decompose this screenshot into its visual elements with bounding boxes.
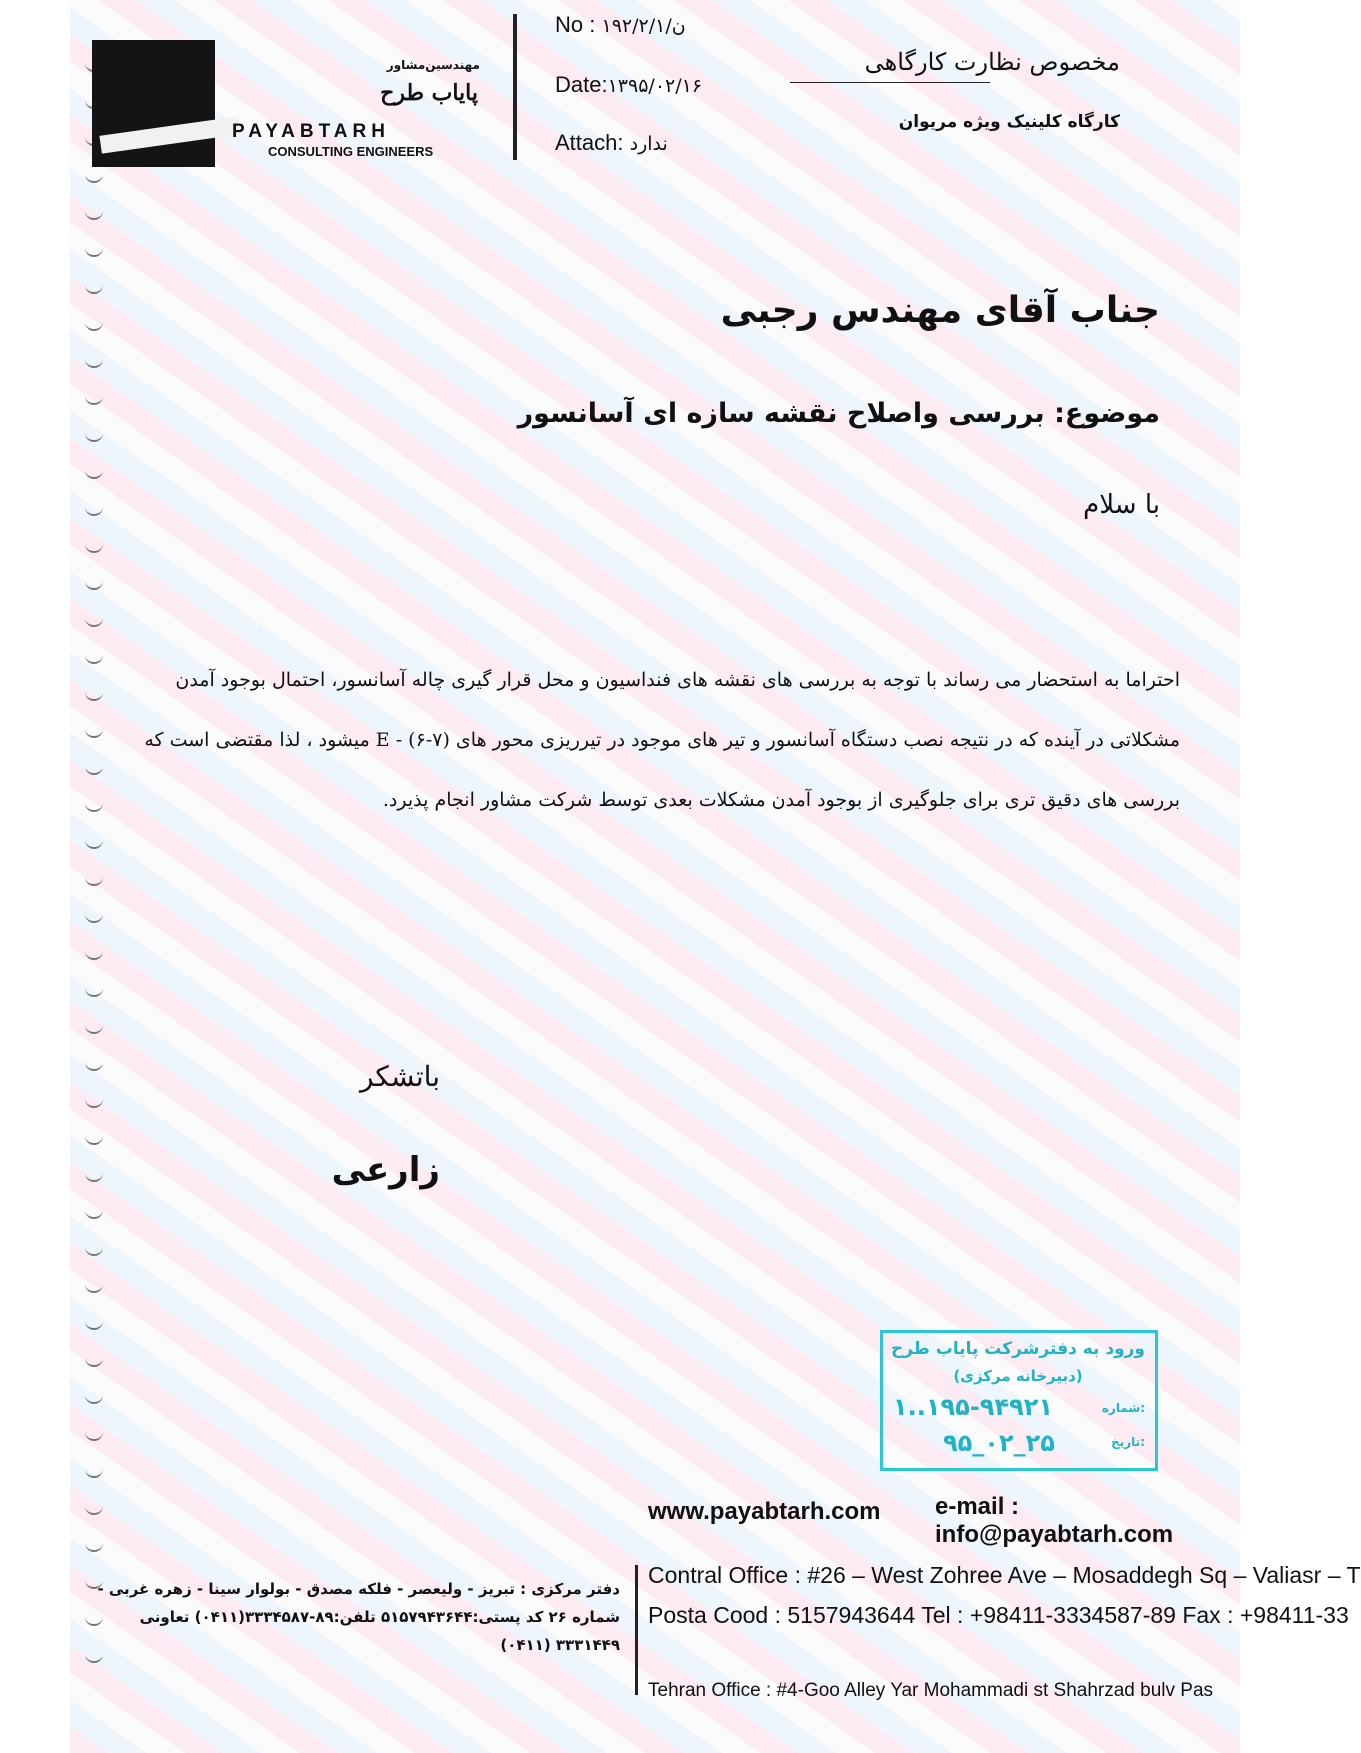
postal-contact: Posta Cood : 5157943644 Tel : +98411-3334587-89 Fax : +98411-33 [648,1602,1349,1628]
attach-label: Attach: [555,130,624,155]
binder-hole [85,282,103,294]
binder-hole [85,689,103,701]
brand-name-fa: پایاب طرح [380,80,478,106]
website-link[interactable]: www.payabtarh.com [648,1498,881,1525]
stamp-title: ورود به دفترشرکت پایاب طرح [890,1339,1145,1359]
letter-attach [555,130,668,156]
binder-hole [85,1392,103,1404]
binder-hole [85,171,103,183]
binder-hole [85,430,103,442]
stamp-date-label: تاریخ: [1111,1435,1145,1449]
binder-hole [85,1281,103,1293]
binder-hole [85,356,103,368]
date-label: Date: [555,72,608,97]
signer-name: زارعی [331,1150,440,1190]
brand-caption: مهندسین‌مشاور [386,58,480,72]
special-note: مخصوص نظارت کارگاهی [864,48,1120,76]
header-divider [513,14,517,160]
stamp-date: ۹۵_۰۲_۲۵ [943,1429,1055,1457]
receipt-stamp [880,1330,1158,1471]
binder-hole [85,874,103,886]
date-value: ۱۳۹۵/۰۲/۱۶ [607,75,703,97]
subject: موضوع: بررسی واصلاح نقشه سازه ای آسانسور [517,398,1160,429]
binder-hole [85,541,103,553]
binder-hole [85,615,103,627]
binder-hole [85,1503,103,1515]
binder-hole [85,1318,103,1330]
binder-hole [85,1355,103,1367]
tehran-office: Tehran Office : #4-Goo Alley Yar Mohammadi st Shahrzad bulv Pas [648,1680,1214,1701]
binder-hole [85,504,103,516]
binder-hole [85,1170,103,1182]
stamp-number: ۱..۱۹۵-۹۴۹۲۱ [893,1393,1054,1421]
number-value: ۱۹۲/۲/ن/۱ [601,15,686,37]
brand-subtitle: CONSULTING ENGINEERS [268,144,434,159]
address-fa: دفتر مرکزی : تبریز - ولیعصر - فلکه مصدق - بولوار سینا - زهره غربی - شماره ۲۶ کد پستی:۵۱۵۷۹۴۳۶۴۴ تلفن:۸۹-۳۳۳۴۵۸۷(۰۴۱۱) تعاونی ۳۳۳۱۴۴۹ (۰۴۱۱) [97,1580,620,1654]
binder-hole [85,985,103,997]
binder-hole [85,578,103,590]
binder-hole [85,948,103,960]
binder-hole [85,1429,103,1441]
brand-name-en: PAYABTARH [232,121,390,142]
central-office: Contral Office : #26 – West Zohree Ave – Mosaddegh Sq – Valiasr – T [648,1562,1361,1588]
letter-body: احتراما به استحضار می رساند با توجه به بررسی های نقشه های فنداسیون و محل قرار گیری چاله آسانسور، احتمال بوجود آمدن مشکلاتی در آینده که در نتیجه نصب دستگاه آسانسور و تیر های موجود در تیرریزی محور های (۷-۶) - E میشود ، لذا مقتضی است که بررسی های دقیق تری برای جلوگیری از بوجود آمدن مشکلات بعدی توسط شرکت مشاور انجام پذیرد. [144,669,1180,811]
salutation: با سلام [1083,490,1160,520]
company-logo [92,40,215,167]
binder-hole [85,319,103,331]
footer-divider [635,1565,638,1695]
binder-hole [85,800,103,812]
binder-hole [85,726,103,738]
letter-number [555,12,686,38]
stamp-number-label: شماره: [1101,1401,1145,1415]
binder-hole [85,1466,103,1478]
number-label: No : [555,12,596,37]
workshop-name: کارگاه کلینیک ویژه مریوان [898,112,1120,132]
binder-hole [85,467,103,479]
binder-hole [85,1207,103,1219]
binder-hole [85,1059,103,1071]
binder-hole [85,837,103,849]
attach-value: ندارد [629,133,668,155]
binder-hole [85,208,103,220]
letter-page [70,0,1361,1753]
email-link[interactable]: e-mail : info@payabtarh.com [935,1493,1174,1548]
binder-hole [85,1540,103,1552]
binder-hole [85,763,103,775]
letter-date [555,72,702,98]
binder-holes [85,60,109,1700]
binder-hole [85,245,103,257]
binder-hole [85,1022,103,1034]
binder-hole [85,1244,103,1256]
binder-hole [85,1096,103,1108]
recipient: جناب آقای مهندس رجبی [720,290,1160,331]
binder-hole [85,1133,103,1145]
binder-hole [85,393,103,405]
stamp-subtitle: (دبیرخانه مرکزی) [953,1367,1083,1385]
binder-hole [85,911,103,923]
closing-thanks: باتشکر [359,1060,440,1093]
special-underline [790,82,990,83]
binder-hole [85,652,103,664]
